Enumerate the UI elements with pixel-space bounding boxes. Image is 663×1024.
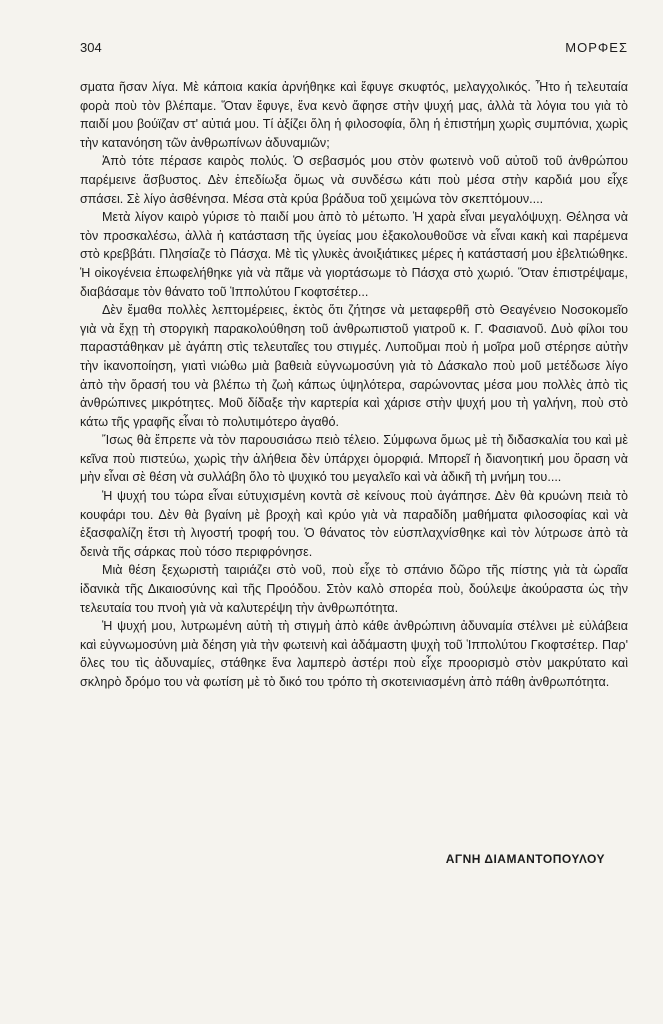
page-header — [80, 40, 628, 60]
page-number: 304 — [80, 40, 102, 55]
paragraph: Μιὰ θέση ξεχωριστὴ ταιριάζει στὸ νοῦ, ποὺ εἶχε τὸ σπάνιο δῶρο τῆς πίστης γιὰ τὰ ὡραῖα ἰδανικὰ τῆς Δικαιοσύνης καὶ τῆς Προόδου. Στὸν καλὸ σπορέα ποὺ, δούλεψε ἀκούραστα ὡς τὴν τελευταία του πνοὴ γιὰ νὰ καλυτερέψη τὴν ἀνθρωπότητα. — [80, 563, 628, 615]
paragraph: Δὲν ἔμαθα πολλὲς λεπτομέρειες, ἐκτὸς ὅτι ζήτησε νὰ μεταφερθῆ στὸ Θεαγένειο Νοσοκομεῖο γιὰ νὰ ἔχῃ τὴ στοργικὴ παρακολούθηση τοῦ ἀνθρωπιστοῦ γιατροῦ κ. Γ. Φασιανοῦ. Δυὸ φίλοι του παραστάθηκαν μὲ ἀγάπη στὶς τελευταῖες του στιγμές. Λυποῦμαι ποὺ ἡ μοῖρα μοῦ στέρησε αὐτὴν τὴν ἱκανοποίηση, γιατὶ νιώθω μιὰ βαθειὰ εὐγνωμοσύνη γιὰ τὸ Δάσκαλο ποὺ μοῦ μετέδωσε λίγο ἀπὸ τὴν ὅρασή του νὰ βλέπω τὴ ζωὴ κάπως ὑψηλότερα, σαρώνοντας μέσα μου πολλὲς ἀπὸ τὶς ἀνθρώπινες μικρότητες. Μοῦ δίδαξε τὴν καρτερία καὶ χάρισε στὴν ψυχή μου τὴ γαλήνη, ποὺ στὸ κάτω τῆς γραφῆς εἶναι τὸ πολυτιμότερο ἀγαθό. — [80, 303, 628, 429]
running-title: ΜΟΡΦΕΣ — [565, 40, 628, 55]
paragraph: σματα ῆσαν λίγα. Μὲ κάποια κακία ἀρνήθηκε καὶ ἔφυγε σκυφτός, μελαγχολικός. Ἦτο ἡ τελευταία φορὰ ποὺ τὸν βλέπαμε. Ὅταν ἔφυγε, ἕνα κενὸ ἄφησε στὴν ψυχή μας, ἀλλὰ τὰ λόγια του γιὰ τὸ παιδί μου βούϊζαν στ' αὐτιά μου. Τί ἀξίζει ὅλη ἡ φιλοσοφία, ὅλη ἡ ἐπιστήμη χωρὶς συμπόνια, χωρὶς τὴν κατανόηση τῶν ἀνθρωπίνων ἀδυναμιῶν; — [80, 80, 628, 150]
paragraph: Ἴσως θὰ ἔπρεπε νὰ τὸν παρουσιάσω πειὸ τέλειο. Σύμφωνα ὅμως μὲ τὴ διδασκαλία του καὶ μὲ κεῖνα ποὺ πιστεύω, χωρὶς τὴν ἀλήθεια δὲν ὑπάρχει ὀμορφιά. Μπορεῖ ἡ διανοητική μου ὅραση νὰ μὴν εἶναι σὲ θέση νὰ συλλάβη ὅλο τὸ ψυχικό του μεγαλεῖο καὶ νὰ ἀδικῆ τὴ μνήμη του.... — [80, 433, 628, 485]
paragraph: Ἡ ψυχή του τώρα εἶναι εὐτυχισμένη κοντὰ σὲ κείνους ποὺ ἀγάπησε. Δὲν θὰ κρυώνη πειὰ τὸ κουφάρι του. Δὲν θὰ βγαίνη μὲ βροχὴ καὶ κρύο γιὰ νὰ παραδίδη μαθήματα φιλοσοφίας καὶ νὰ ἐξασφαλίζη ἔτσι τὴ λιγοστή τροφή του. Ὁ θάνατος τὸν εὐσπλαχνίσθηκε καὶ τὸν λύτρωσε ἀπὸ τὰ δεινὰ τῆς σάρκας ποὺ τόσο περιφρόνησε. — [80, 489, 628, 559]
article-body — [80, 78, 628, 692]
paragraph: Ἀπὸ τότε πέρασε καιρὸς πολύς. Ὁ σεβασμός μου στὸν φωτεινὸ νοῦ αὐτοῦ τοῦ ἀνθρώπου παρέμεινε ἄσβυστος. Δὲν ἐπεδίωξα ὅμως νὰ συνδέσω κάτι ποὺ μέσα στὴν καρδιά μου εἶχε σπάσει. Σὲ λίγο ἀσθένησα. Μέσα στὰ κρύα βράδυα τοῦ χειμώνα τὸν σκεπτόμουν.... — [80, 154, 628, 206]
paragraph: Ἡ ψυχή μου, λυτρωμένη αὐτὴ τὴ στιγμὴ ἀπὸ κάθε ἀνθρώπινη ἀδυναμία στέλνει μὲ εὐλάβεια καὶ εὐγνωμοσύνη μιὰ δέηση γιὰ τὴν φωτεινὴ καὶ ἀδάμαστη ψυχὴ τοῦ Ἱππολύτου Γκοφτσέτερ. Παρ' ὅλες του τὶς ἀδυναμίες, στάθηκε ἕνα λαμπερὸ ἀστέρι ποὺ εἶχε προορισμὸ στὸν μακρύτατο καὶ σκληρὸ δρόμο του νὰ φωτίση μὲ τὸ δικό του τρόπο τὴ σκοτεινιασμένη ἀπὸ πάθη ἀνθρωπότητα. — [80, 619, 628, 689]
paragraph: Μετὰ λίγον καιρὸ γύρισε τὸ παιδί μου ἀπὸ τὸ μέτωπο. Ἡ χαρὰ εἶναι μεγαλόψυχη. Θέλησα νὰ τὸν προσκαλέσω, ἀλλὰ ἡ κατάσταση τῆς ὑγείας μου ἐξακολουθοῦσε νὰ εἶναι κακὴ καὶ παρέμενα στὸ κρεββάτι. Πλησίαζε τὸ Πάσχα. Μὲ τὶς γλυκὲς ἀνοιξιάτικες μέρες ἡ κατάστασή μου ἐβελτιώθηκε. Ἡ οἰκογένεια ἐπωφελήθηκε γιὰ νὰ πᾶμε νὰ γιορτάσωμε τὸ Πάσχα στὸ χωριό. Ὅταν ἐπιστρέψαμε, διαβάσαμε τὸν θάνατο τοῦ Ἱππολύτου Γκοφτσέτερ... — [80, 210, 628, 299]
author-signature: ΑΓΝΗ ΔΙΑΜΑΝΤΟΠΟΥΛΟΥ — [445, 852, 605, 866]
